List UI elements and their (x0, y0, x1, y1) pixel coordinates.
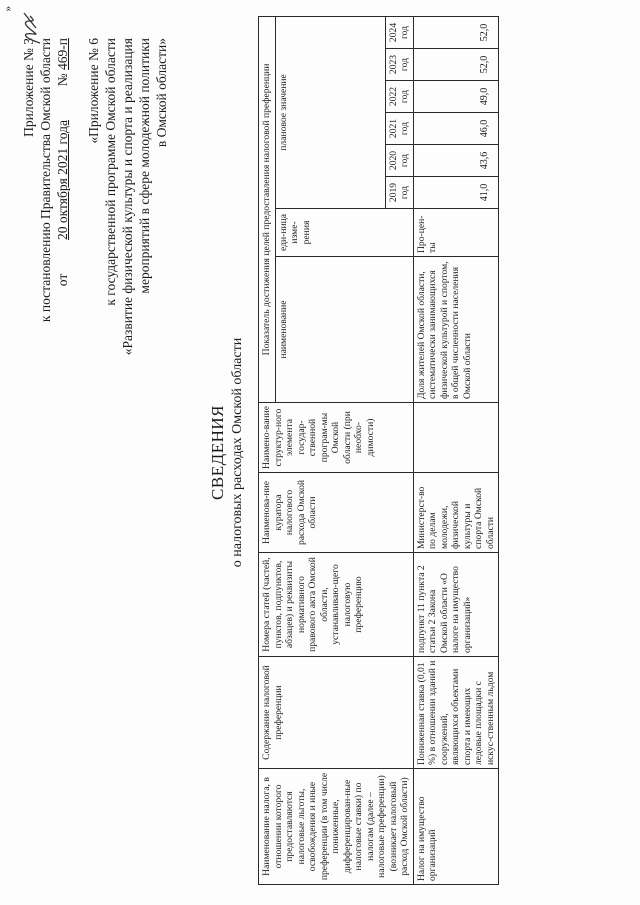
page-mark: » (2, 6, 14, 12)
header-year: 2024 год (385, 16, 413, 48)
title-sub: о налоговых расходах Омской области (230, 337, 245, 568)
header-year: 2020 год (385, 145, 413, 177)
cell-article: подпункт 11 пункта 2 статьи 2 Закона Омской области «О налоге на имущество организаций» (413, 553, 499, 657)
table-row (413, 16, 499, 884)
program-name-3: в Омской области» (154, 38, 169, 148)
program-reference: к государственной программе Омской области (103, 38, 118, 306)
appendix-header (20, 38, 170, 458)
header-content: Содержание налоговой преференции (259, 657, 414, 769)
header-curator: Наименова-ние куратора налогового расхода Омской области (259, 473, 414, 553)
cell-content: Пониженная ставка (0,01 %) в отношении зданий и сооружений, являющихся объектами спорта и имеющих ледовые площадки с искус-ственным льдом (413, 657, 499, 769)
number-prefix: № (55, 73, 70, 87)
tax-expenditure-table (258, 16, 499, 885)
document-title (208, 0, 246, 905)
header-year: 2021 год (385, 113, 413, 145)
cell-value-2020: 43,6 (413, 145, 499, 177)
header-year: 2023 год (385, 49, 413, 81)
cell-unit: Про-цен-ты (413, 209, 499, 257)
decree-date: 20 октября 2021 года (55, 120, 70, 240)
header-planned-value: плановое значение (275, 16, 385, 208)
header-indicator-name: наименование (275, 257, 413, 403)
cell-value-2022: 49,0 (413, 81, 499, 113)
decree-number: 469-п (55, 38, 70, 70)
header-article: Номера статей (частей, пунктов, подпунктов, абзацев) и реквизиты нормативного правового акта Омской области, устанавливаю-щего налоговую преференцию (259, 553, 414, 657)
decree-reference: к постановлению Правительства Омской области (38, 38, 53, 323)
header-indicator-group: Показатель достижения целей предоставления налоговой преференции (259, 16, 276, 402)
header-unit: еди-ница изме-рения (275, 209, 413, 257)
header-year: 2019 год (385, 177, 413, 209)
cell-value-2024: 52,0 (413, 16, 499, 48)
decree-date-line (54, 38, 71, 458)
cell-value-2019: 41,0 (413, 177, 499, 209)
appendix-number: Приложение № 3 (21, 38, 36, 137)
header-year: 2022 год (385, 81, 413, 113)
header-tax-name: Наименование налога, в отношении которого предоставляются налоговые льготы, освобождения и иные преференции (в том числе пониженные, дифференцирован-ные налоговые ставки) по налогам (далее – налоговые преференции) (возникает налоговый расход Омской области) (259, 769, 414, 885)
cell-element (413, 403, 499, 473)
header-structural-element: Наимено-вание структур-ного элемента государ-ственной програм-мы Омской области (при необхо-димости) (259, 403, 414, 473)
date-prefix: от (55, 273, 70, 287)
cell-tax: Налог на имущество организаций (413, 769, 499, 885)
signature-icon (16, 10, 46, 46)
program-name-1: «Развитие физической культуры и спорта и реализация (120, 38, 135, 356)
cell-indicator: Доля жителей Омской области, систематически занимающихся физической культурой и спортом, в общей численности населения Омской области (413, 257, 499, 403)
program-appendix-number: «Приложение № 6 (86, 38, 101, 144)
cell-value-2023: 52,0 (413, 49, 499, 81)
cell-value-2021: 46,0 (413, 113, 499, 145)
program-name-2: мероприятий в сфере молодежной политики (137, 38, 152, 294)
title-main: СВЕДЕНИЯ (208, 405, 227, 500)
cell-curator: Министерст-во по делам молодежи, физической культуры и спорта Омской области (413, 473, 499, 553)
